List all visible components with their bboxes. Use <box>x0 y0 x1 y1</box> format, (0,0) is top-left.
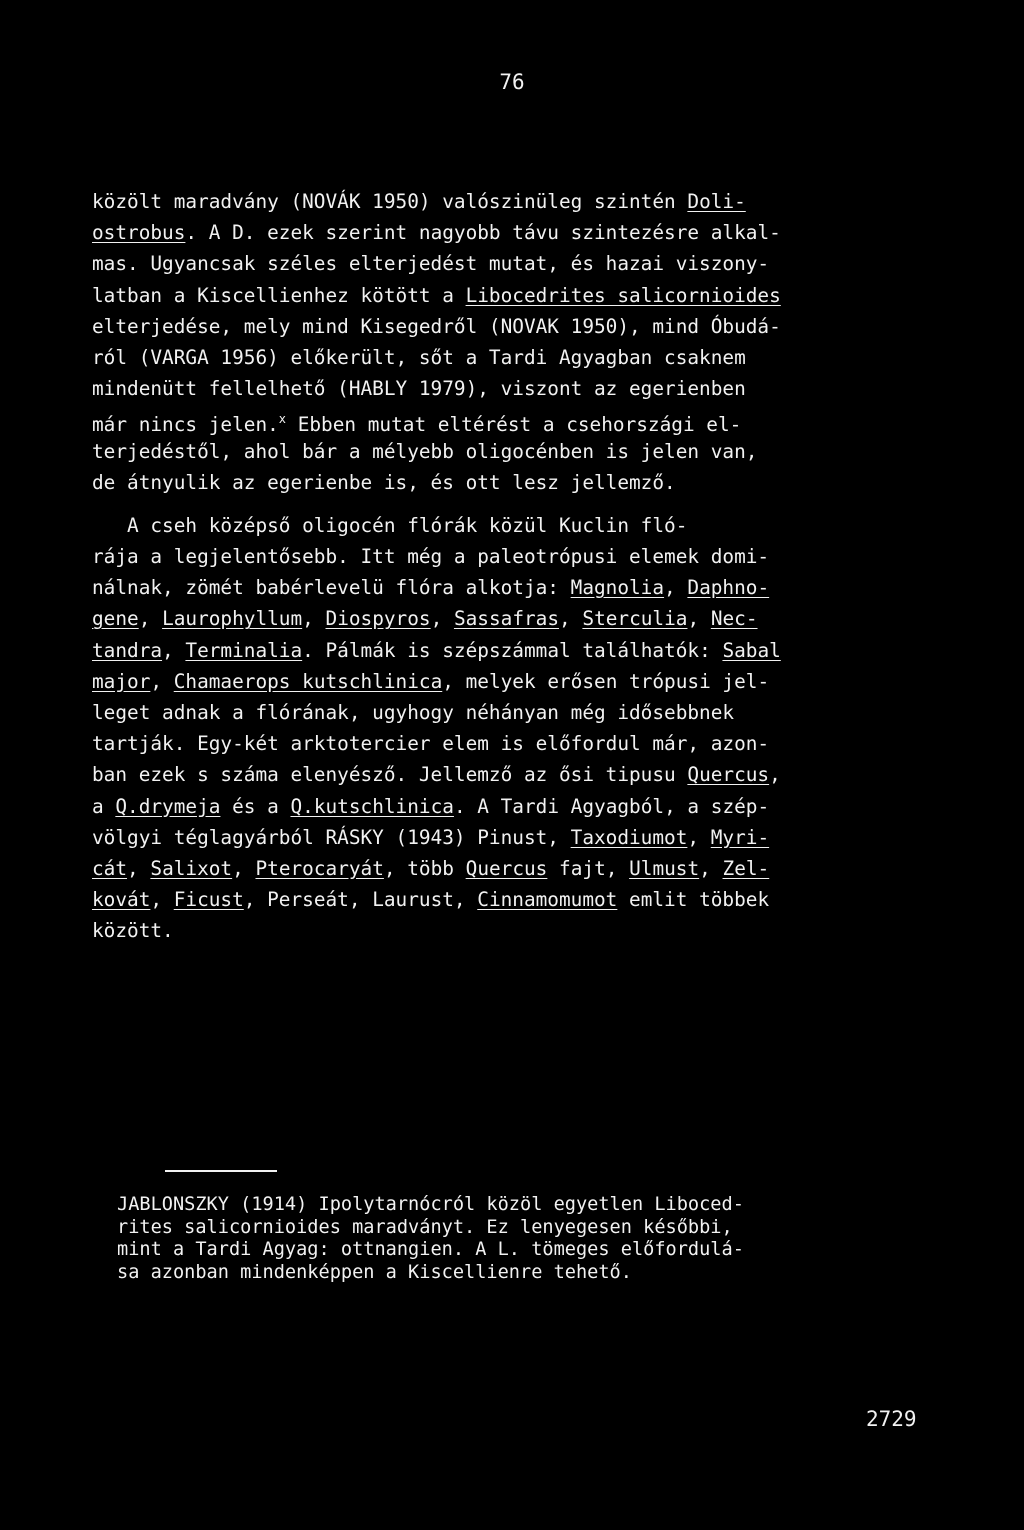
taxon-name: Pterocaryát <box>255 856 384 880</box>
text-run: sa azonban mindenképpen a Kiscellienre tehető. <box>117 1261 632 1283</box>
body-line <box>92 186 952 217</box>
text-run: JABLONSZKY (1914) Ipolytarnócról közöl egyetlen Liboced- <box>117 1194 744 1215</box>
page-number: 76 <box>499 70 525 94</box>
body-line <box>92 436 952 467</box>
text-run: , <box>699 856 723 880</box>
text-run: , <box>162 638 186 662</box>
body-line <box>92 884 952 915</box>
taxon-name: Quercus <box>687 763 770 787</box>
text-run: mindenütt fellelhető (HABLY 1979), viszont az egerienben <box>92 377 746 401</box>
taxon-name: Sassafras <box>453 607 560 631</box>
text-run: a <box>92 794 116 818</box>
body-line <box>92 217 952 248</box>
text-run: tartják. Egy-két arktotercier elem is előfordul már, azon- <box>92 732 770 756</box>
taxon-name: Terminalia <box>185 638 303 662</box>
text-run: , Perseát, Laurust, <box>243 888 478 912</box>
text-run: , <box>232 856 256 880</box>
taxon-name: Daphno- <box>687 576 770 600</box>
text-run: völgyi téglagyárból RÁSKY (1943) Pinust, <box>92 825 571 849</box>
text-run: ban ezek s száma elenyésző. Jellemző az ősi tipusu <box>92 763 688 787</box>
text-run: mint a Tardi Agyag: ottnangien. A L. tömeges előfordulá- <box>117 1239 744 1260</box>
taxon-name: Sabal <box>722 638 781 662</box>
text-run: , <box>127 856 151 880</box>
taxon-name: Salixot <box>150 856 233 880</box>
text-run: elterjedése, mely mind Kisegedről (NOVAK 1950), mind Óbudá- <box>92 314 781 338</box>
taxon-name: Q.drymeja <box>115 794 221 818</box>
text-run: , <box>769 763 781 787</box>
body-line <box>92 572 952 603</box>
footnote-line <box>117 1239 947 1262</box>
body-line <box>92 822 952 853</box>
footnote-divider <box>165 1170 277 1172</box>
footnote-line <box>117 1194 947 1217</box>
taxon-name: Laurophyllum <box>162 607 303 631</box>
taxon-name: gene <box>92 607 139 631</box>
body-line <box>92 697 952 728</box>
taxon-name: cát <box>92 856 128 880</box>
footnote-line <box>117 1262 947 1285</box>
main-text-body <box>92 186 952 947</box>
taxon-name: Sterculia <box>582 607 688 631</box>
text-run: , <box>430 607 454 631</box>
text-run: , több <box>383 856 466 880</box>
taxon-name: tandra <box>92 638 163 662</box>
body-line <box>92 248 952 279</box>
text-run: között. <box>92 919 174 943</box>
paragraph-gap <box>92 498 952 510</box>
taxon-name: Zel- <box>722 856 770 880</box>
taxon-name: Nec- <box>710 607 758 631</box>
text-run: de átnyulik az egerienbe is, és ott lesz jellemző. <box>92 470 676 494</box>
text-run: , <box>664 576 688 600</box>
text-run: latban a Kiscellienhez kötött a <box>92 283 466 307</box>
taxon-name: Cinnamomumot <box>477 888 618 912</box>
body-line <box>92 603 952 634</box>
body-line <box>92 280 952 311</box>
body-line <box>92 342 952 373</box>
body-line <box>92 728 952 759</box>
text-run: ról (VARGA 1956) előkerült, sőt a Tardi Agyagban csaknem <box>92 345 746 369</box>
text-run: , <box>559 607 583 631</box>
text-run: , <box>138 607 163 631</box>
body-line <box>92 759 952 790</box>
body-line <box>92 915 952 946</box>
taxon-name: Ficust <box>173 888 244 912</box>
text-run: , <box>150 669 174 693</box>
text-run: A cseh középső oligocén flórák közül Kuclin fló- <box>92 513 688 537</box>
footnote <box>117 1194 947 1284</box>
text-run: és a <box>220 794 291 818</box>
text-run: közölt maradvány (NOVÁK 1950) valószinüleg szintén <box>92 190 688 213</box>
text-run: , melyek erősen trópusi jel- <box>442 669 770 693</box>
text-run: fajt, <box>547 856 630 880</box>
footnote-marker: x <box>278 412 287 427</box>
body-line <box>92 791 952 822</box>
text-run: , <box>150 888 174 912</box>
taxon-name: Libocedrites salicornioides <box>465 283 781 307</box>
text-run: már nincs jelen. <box>92 413 279 437</box>
taxon-name: Chamaerops kutschlinica <box>173 669 443 693</box>
taxon-name: kovát <box>92 888 151 912</box>
taxon-name: ostrobus <box>92 221 186 245</box>
body-line <box>92 853 952 884</box>
taxon-name: Ulmust <box>629 856 700 880</box>
text-run: terjedéstől, ahol bár a mélyebb oligocénben is jelen van, <box>92 439 758 463</box>
taxon-name: Taxodiumot <box>570 825 688 849</box>
text-run: , <box>687 607 711 631</box>
body-line <box>92 373 952 404</box>
text-run: . Pálmák is szépszámmal találhatók: <box>302 638 723 662</box>
text-run: , <box>687 825 711 849</box>
body-line <box>92 467 952 498</box>
text-run: emlit többek <box>617 888 770 912</box>
taxon-name: Myri- <box>710 825 770 849</box>
folio-number: 2729 <box>866 1407 917 1431</box>
footnote-line <box>117 1217 947 1240</box>
taxon-name: Diospyros <box>325 607 431 631</box>
text-run: , <box>302 607 326 631</box>
body-line <box>92 541 952 572</box>
text-run: Ebben mutat eltérést a csehországi el- <box>286 413 742 437</box>
taxon-name: major <box>92 669 151 693</box>
text-run: rites salicornioides maradványt. Ez lenyegesen későbbi, <box>117 1216 733 1238</box>
body-line <box>92 311 952 342</box>
text-run: rája a legjelentősebb. Itt még a paleotrópusi elemek domi- <box>92 545 770 569</box>
body-line <box>92 666 952 697</box>
taxon-name: Magnolia <box>570 576 665 600</box>
body-line <box>92 404 952 435</box>
text-run: mas. Ugyancsak széles elterjedést mutat, és hazai viszony- <box>92 252 770 276</box>
text-run: . A Tardi Agyagból, a szép- <box>453 794 770 818</box>
taxon-name: Quercus <box>465 856 548 880</box>
taxon-name: Doli- <box>687 190 746 213</box>
text-run: . A D. ezek szerint nagyobb távu szintezésre alkal- <box>185 221 781 245</box>
taxon-name: Q.kutschlinica <box>290 794 454 818</box>
body-line <box>92 510 952 541</box>
text-run: nálnak, zömét babérlevelü flóra alkotja: <box>92 576 571 600</box>
text-run: leget adnak a flórának, ugyhogy néhányan még idősebbnek <box>92 701 735 724</box>
body-line <box>92 635 952 666</box>
